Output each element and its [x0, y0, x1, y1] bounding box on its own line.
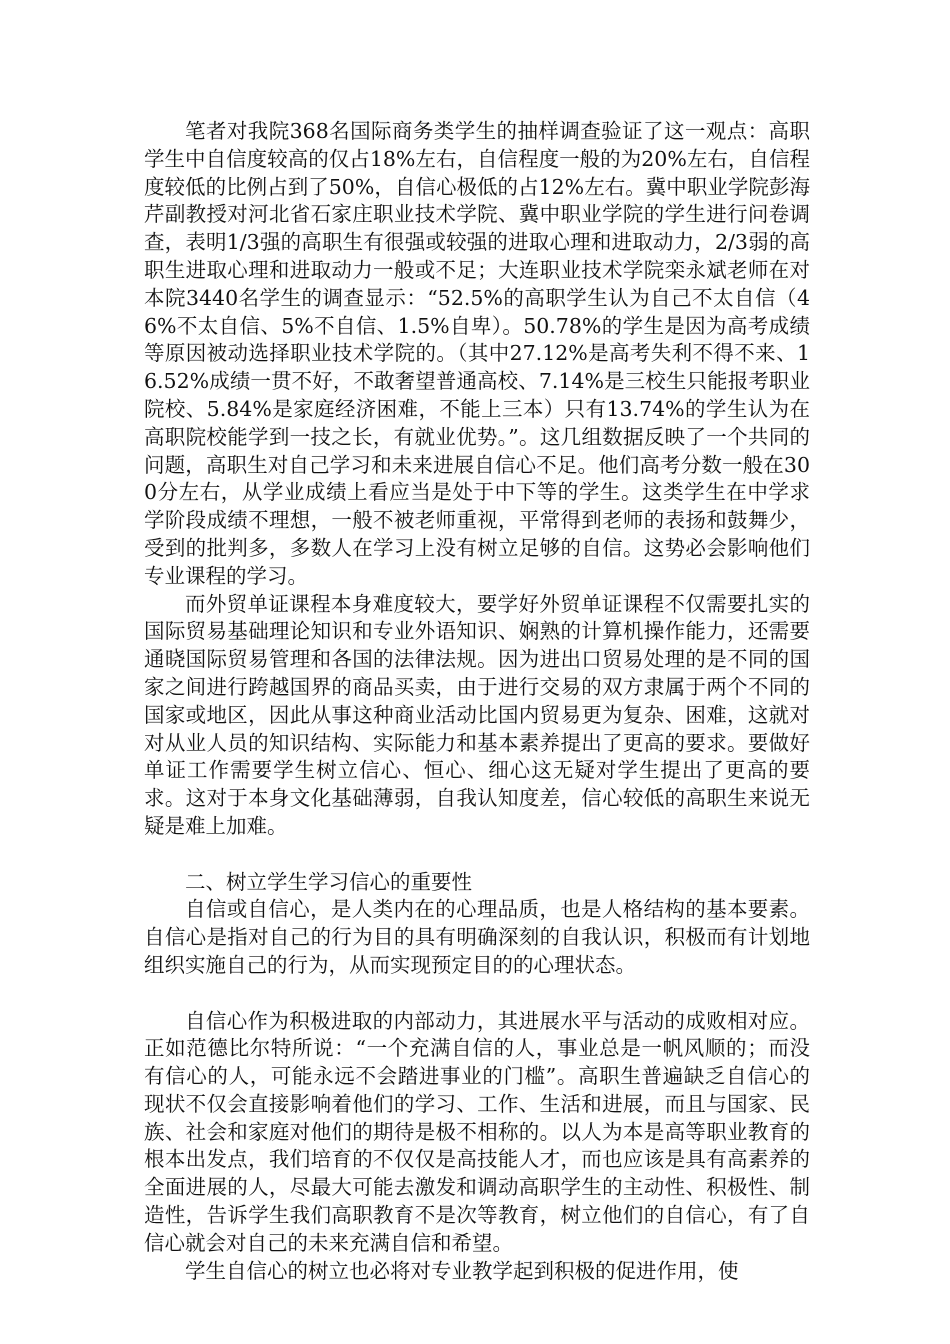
paragraph-survey-data: 笔者对我院368名国际商务类学生的抽样调查验证了这一观点：高职学生中自信度较高的仅占18%左右，自信程度一般的为20%左右，自信程度较低的比例占到了50%，自信心极低的占12%左右。冀中职业学院彭海芹副教授对河北省石家庄职业技术学院、冀中职业学院的学生进行问卷调查，表明1/3强的高职生有很强或较强的进取心理和进取动力，2/3弱的高职生进取心理和进取动力一般或不足；大连职业技术学院栾永斌老师在对本院3440名学生的调查显示：“52.5%的高职学生认为自己不太自信（46%不太自信、5%不自信、1.5%自卑）。50.78%的学生是因为高考成绩等原因被动选择职业技术学院的。（其中27.12%是高考失利不得不来、16.52%成绩一贯不好，不敢奢望普通高校、7.14%是三校生只能报考职业院校、5.84%是家庭经济困难，不能上三本）只有13.74%的学生认为在高职院校能学到一技之长，有就业优势。”。这几组数据反映了一个共同的问题，高职生对自己学习和未来进展自信心不足。他们高考分数一般在300分左右，从学业成绩上看应当是处于中下等的学生。这类学生在中学求学阶段成绩不理想，一般不被老师重视，平常得到老师的表扬和鼓舞少，受到的批判多，多数人在学习上没有树立足够的自信。这势必会影响他们专业课程的学习。 — [144, 119, 810, 588]
paragraph-spacer — [144, 980, 810, 1008]
document-body — [144, 118, 810, 1285]
section-heading: 二、树立学生学习信心的重要性 — [185, 869, 472, 894]
paragraph-spacer — [144, 841, 810, 869]
paragraph-confidence-importance: 自信心作为积极进取的内部动力，其进展水平与活动的成败相对应。正如范德比尔特所说：“一个充满自信的人，事业总是一帆风顺的；而没有信心的人，可能永远不会踏进事业的门槛”。高职生普遍缺乏自信心的现状不仅会直接影响着他们的学习、工作、生活和进展，而且与国家、民族、社会和家庭对他们的期待是极不相称的。以人为本是高等职业教育的根本出发点，我们培育的不仅仅是高技能人才，而也应该是具有高素养的全面进展的人，尽最大可能去激发和调动高职学生的主动性、积极性、制造性，告诉学生我们高职教育不是次等教育，树立他们的自信心，有了自信心就会对自己的未来充满自信和希望。 — [144, 1008, 810, 1255]
paragraph-continuation: 学生自信心的树立也必将对专业教学起到积极的促进作用，使 — [185, 1258, 739, 1283]
paragraph-confidence-definition: 自信或自信心，是人类内在的心理品质，也是人格结构的基本要素。自信心是指对自己的行为目的具有明确深刻的自我认识，积极而有计划地组织实施自己的行为，从而实现预定目的的心理状态。 — [144, 897, 810, 977]
paragraph-course-difficulty: 而外贸单证课程本身难度较大，要学好外贸单证课程不仅需要扎实的国际贸易基础理论知识和专业外语知识、娴熟的计算机操作能力，还需要通晓国际贸易管理和各国的法律法规。因为进出口贸易处理的是不同的国家之间进行跨越国界的商品买卖，由于进行交易的双方隶属于两个不同的国家或地区，因此从事这种商业活动比国内贸易更为复杂、困难，这就对对从业人员的知识结构、实际能力和基本素养提出了更高的要求。要做好单证工作需要学生树立信心、恒心、细心这无疑对学生提出了更高的要求。这对于本身文化基础薄弱，自我认知度差，信心较低的高职生来说无疑是难上加难。 — [144, 591, 810, 838]
